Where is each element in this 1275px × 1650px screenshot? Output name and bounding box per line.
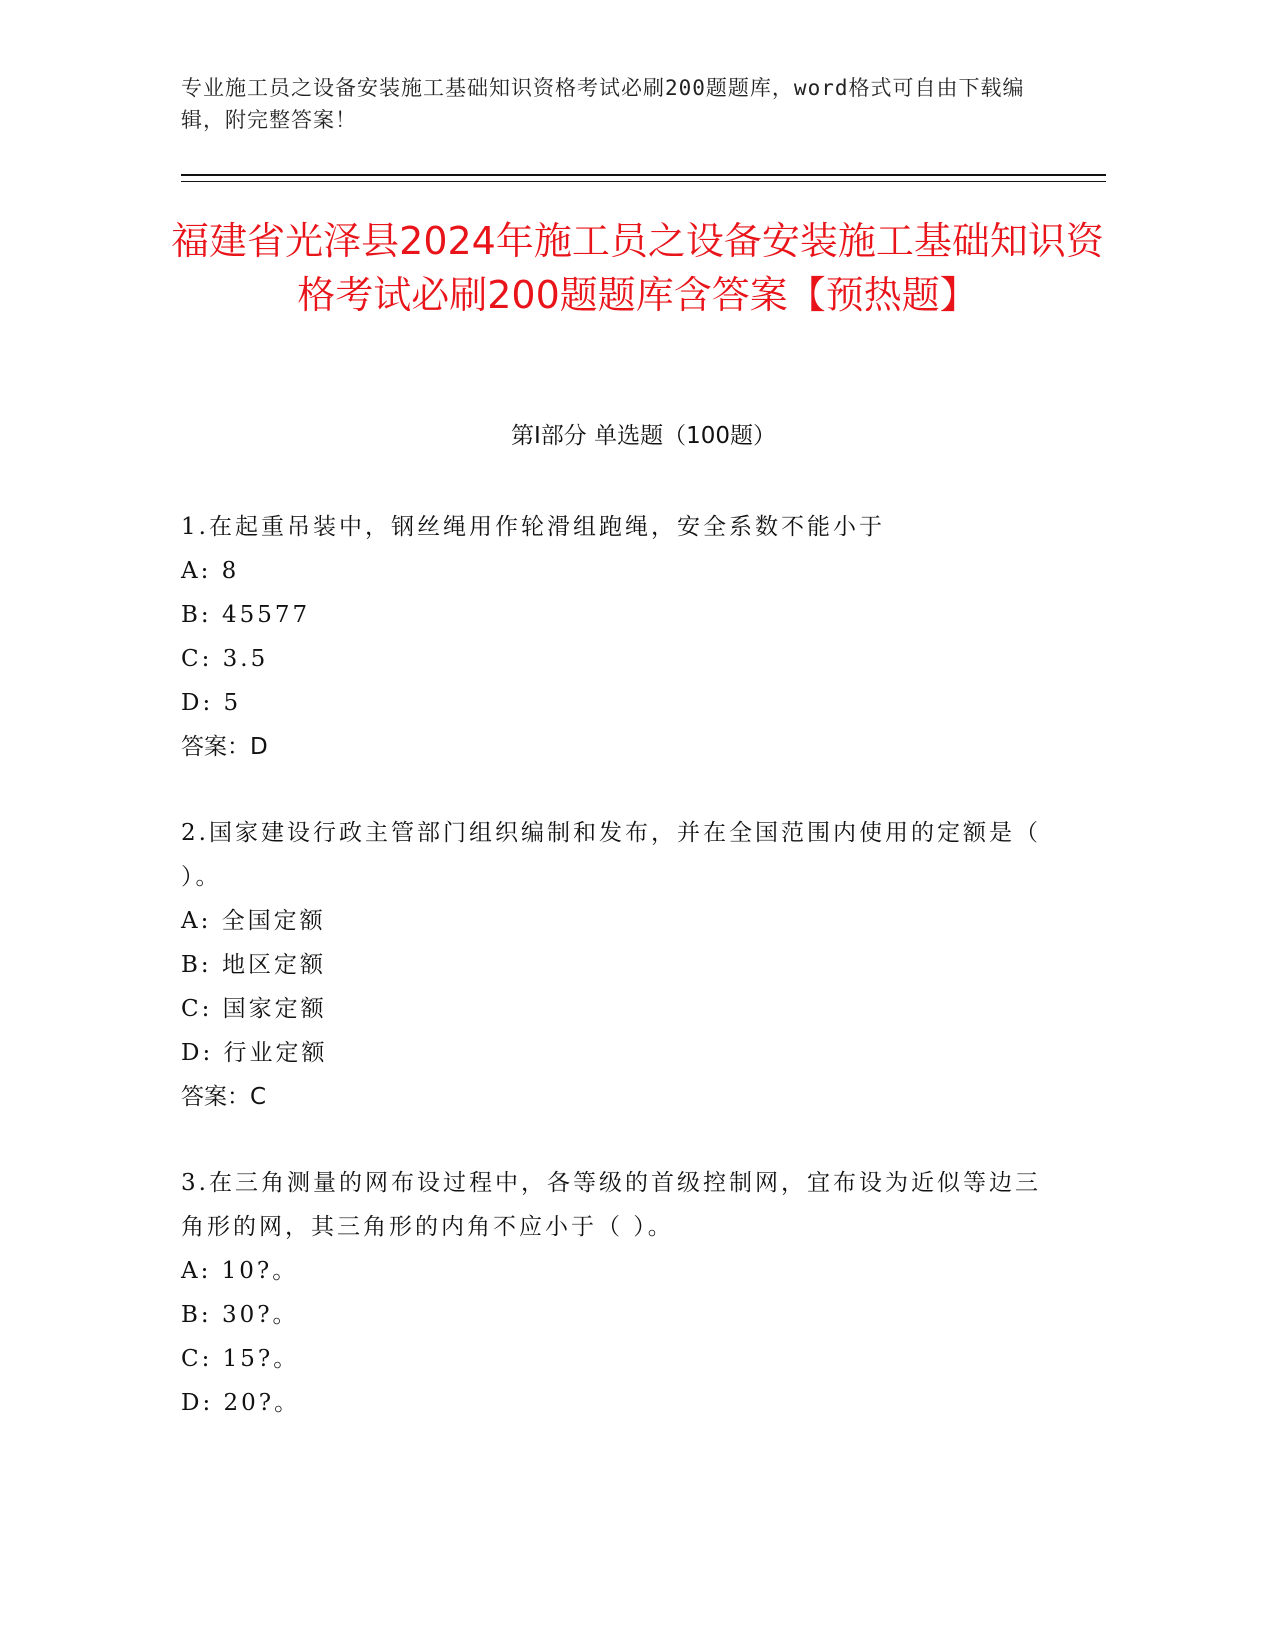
- question-stem: 1.在起重吊装中，钢丝绳用作轮滑组跑绳，安全系数不能小于: [181, 514, 885, 540]
- question-2: [181, 811, 1061, 1119]
- option-d: D: 行业定额: [181, 1040, 328, 1066]
- document-title: 福建省光泽县2024年施工员之设备安装施工基础知识资格考试必刷200题题库含答案【预热题】: [171, 219, 1104, 317]
- option-a: A: 8: [181, 558, 240, 584]
- option-d: D: 5: [181, 690, 242, 716]
- question-1: [181, 505, 1061, 769]
- option-c: C: 国家定额: [181, 996, 327, 1022]
- question-3: [181, 1161, 1061, 1425]
- option-d: D: 20?。: [181, 1390, 301, 1416]
- answer-line: 答案：D: [181, 734, 268, 760]
- header-divider-thin: [181, 181, 1106, 182]
- option-b: B: 地区定额: [181, 952, 326, 978]
- option-c: C: 3.5: [181, 646, 269, 672]
- option-a: A: 10?。: [181, 1258, 299, 1284]
- option-c: C: 15?。: [181, 1346, 300, 1372]
- question-stem: 2.国家建设行政主管部门组织编制和发布，并在全国范围内使用的定额是（ ）。: [181, 820, 1041, 890]
- option-a: A: 全国定额: [181, 908, 326, 934]
- header-divider-thick: [181, 174, 1106, 176]
- header-note: 专业施工员之设备安装施工基础知识资格考试必刷200题题库，word格式可自由下载编辑，附完整答案！: [181, 76, 1025, 132]
- option-b: B: 45577: [181, 602, 311, 628]
- question-list: [181, 505, 1061, 1467]
- answer-line: 答案：C: [181, 1084, 267, 1110]
- option-b: B: 30?。: [181, 1302, 299, 1328]
- question-stem: 3.在三角测量的网布设过程中，各等级的首级控制网，宜布设为近似等边三角形的网，其三角形的内角不应小于（ ）。: [181, 1170, 1041, 1240]
- section-title: 第I部分 单选题（100题）: [511, 423, 776, 449]
